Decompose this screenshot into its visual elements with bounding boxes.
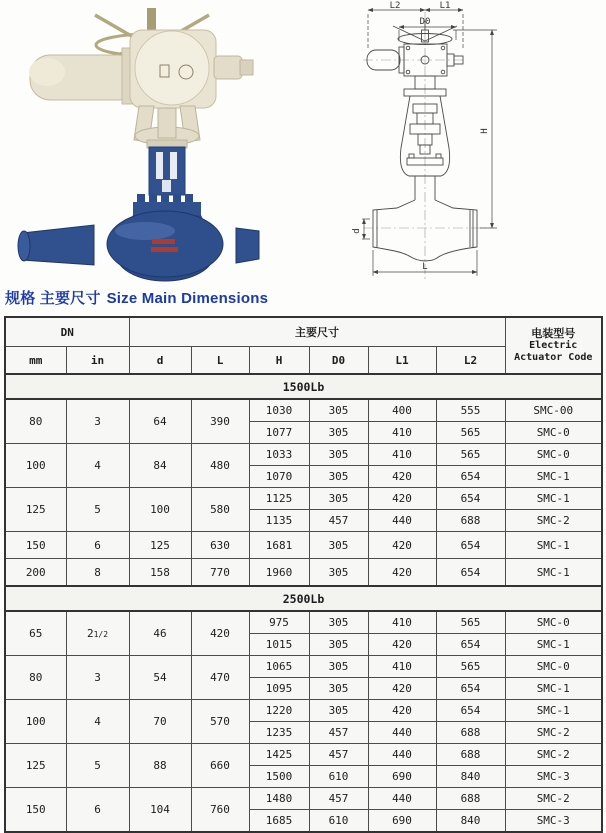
cell-H: 1500 [249,766,309,788]
cell-L1: 690 [368,766,436,788]
cell-D0: 457 [309,722,368,744]
valve-stem-column [149,147,185,195]
header-H: H [249,347,309,375]
header-main-dimensions: 主要尺寸 [129,317,505,347]
cell-L2: 565 [436,611,505,634]
table-row [5,444,602,466]
cell-D0: 305 [309,611,368,634]
cell-L1: 410 [368,611,436,634]
cell-L1: 420 [368,466,436,488]
table-row [5,744,602,766]
cell-in: 5 [66,488,129,532]
cell-L1: 420 [368,678,436,700]
cell-L2: 654 [436,532,505,559]
cell-H: 1033 [249,444,309,466]
pressure-class-label: 1500Lb [5,374,602,399]
actuator [29,30,253,108]
cell-actuator-code: SMC-1 [505,700,602,722]
header-L1: L1 [368,347,436,375]
cell-D0: 305 [309,488,368,510]
cell-L2: 654 [436,678,505,700]
header-actuator-en1: Electric [529,340,578,352]
cell-d: 100 [129,488,191,532]
cell-in: 6 [66,788,129,833]
cell-actuator-code: SMC-0 [505,422,602,444]
cell-in: 5 [66,744,129,788]
cell-D0: 305 [309,634,368,656]
cell-L1: 420 [368,488,436,510]
header-D0: D0 [309,347,368,375]
cell-L1: 420 [368,700,436,722]
table-row [5,788,602,810]
section-row [5,374,602,399]
cell-dn: 125 [5,744,66,788]
cell-L2: 688 [436,510,505,532]
page-title-en: Size Main Dimensions [106,290,269,307]
cell-H: 1135 [249,510,309,532]
cell-D0: 457 [309,744,368,766]
valve-outline [367,21,477,261]
cell-actuator-code: SMC-1 [505,559,602,587]
cell-actuator-code: SMC-3 [505,810,602,833]
header-L: L [191,347,249,375]
cell-H: 1015 [249,634,309,656]
cell-actuator-code: SMC-2 [505,788,602,810]
cell-H: 1685 [249,810,309,833]
cell-dn: 80 [5,656,66,700]
cell-H: 1125 [249,488,309,510]
cell-D0: 305 [309,559,368,587]
dim-label-L2: L2 [389,1,401,11]
cell-L2: 654 [436,488,505,510]
cell-H: 1030 [249,399,309,422]
cell-H: 1077 [249,422,309,444]
cell-dn: 150 [5,788,66,833]
valve-photo [2,2,302,287]
cell-H: 1065 [249,656,309,678]
cell-L1: 410 [368,444,436,466]
valve-body [18,211,259,281]
cell-L: 770 [191,559,249,587]
cell-H: 1095 [249,678,309,700]
cell-d: 88 [129,744,191,788]
cell-L1: 440 [368,510,436,532]
cell-H: 975 [249,611,309,634]
cell-D0: 457 [309,788,368,810]
cell-dn: 125 [5,488,66,532]
cell-D0: 610 [309,810,368,833]
cell-actuator-code: SMC-2 [505,744,602,766]
dimensions-table [4,316,603,833]
cell-D0: 305 [309,678,368,700]
cell-L1: 440 [368,744,436,766]
page-title [5,287,268,308]
table-header-row-1 [5,317,602,347]
cell-L: 390 [191,399,249,444]
cell-actuator-code: SMC-1 [505,678,602,700]
cell-H: 1960 [249,559,309,587]
table-row [5,700,602,722]
table-row [5,532,602,559]
cell-dn: 100 [5,444,66,488]
valve-dimension-drawing [333,0,603,290]
cell-L2: 688 [436,722,505,744]
cell-d: 104 [129,788,191,833]
cell-d: 84 [129,444,191,488]
cell-actuator-code: SMC-1 [505,466,602,488]
dimensions-table-body [5,374,602,832]
table-row [5,611,602,634]
cell-D0: 305 [309,700,368,722]
cell-L1: 420 [368,559,436,587]
cell-L: 570 [191,700,249,744]
cell-d: 125 [129,532,191,559]
cell-d: 54 [129,656,191,700]
cell-actuator-code: SMC-0 [505,444,602,466]
cell-actuator-code: SMC-0 [505,656,602,678]
cell-H: 1070 [249,466,309,488]
cell-H: 1480 [249,788,309,810]
cell-L2: 840 [436,810,505,833]
cell-L2: 840 [436,766,505,788]
cell-L: 630 [191,532,249,559]
header-dn: DN [5,317,129,347]
dim-label-d: d [352,228,362,234]
cell-L1: 420 [368,532,436,559]
dim-label-L: L [422,262,428,272]
cell-L2: 654 [436,559,505,587]
cell-L2: 654 [436,466,505,488]
cell-L2: 555 [436,399,505,422]
cell-in: 21/2 [66,611,129,656]
cell-L: 480 [191,444,249,488]
cell-L: 470 [191,656,249,700]
yoke [134,106,200,148]
cell-dn: 150 [5,532,66,559]
table-row [5,656,602,678]
cell-D0: 305 [309,444,368,466]
cell-dn: 200 [5,559,66,587]
table-row [5,559,602,587]
cell-L: 760 [191,788,249,833]
cell-L2: 654 [436,634,505,656]
cell-L: 420 [191,611,249,656]
header-L2: L2 [436,347,505,375]
cell-L1: 690 [368,810,436,833]
cell-L1: 420 [368,634,436,656]
cell-L: 580 [191,488,249,532]
cell-actuator-code: SMC-3 [505,766,602,788]
cell-actuator-code: SMC-1 [505,488,602,510]
table-row [5,488,602,510]
dim-label-L1: L1 [439,1,451,11]
cell-D0: 305 [309,656,368,678]
cell-D0: 305 [309,399,368,422]
cell-D0: 457 [309,510,368,532]
cell-d: 158 [129,559,191,587]
cell-in: 6 [66,532,129,559]
dim-label-H: H [480,128,490,134]
cell-in: 8 [66,559,129,587]
table-row [5,399,602,422]
cell-D0: 305 [309,466,368,488]
header-actuator-zh: 电装型号 [531,326,576,340]
header-in: in [66,347,129,375]
cell-dn: 80 [5,399,66,444]
cell-L1: 410 [368,656,436,678]
pressure-class-label: 2500Lb [5,586,602,611]
cell-in: 3 [66,399,129,444]
cell-in: 4 [66,444,129,488]
cell-L1: 440 [368,788,436,810]
header-actuator-code [505,317,602,374]
cell-H: 1220 [249,700,309,722]
cell-d: 46 [129,611,191,656]
cell-L1: 410 [368,422,436,444]
cell-H: 1235 [249,722,309,744]
inch-fraction: 1/2 [93,630,109,639]
cell-actuator-code: SMC-00 [505,399,602,422]
cell-L1: 440 [368,722,436,744]
cell-L2: 565 [436,444,505,466]
header-actuator-en2: Actuator Code [514,352,593,364]
cell-d: 70 [129,700,191,744]
cell-L: 660 [191,744,249,788]
cell-L2: 565 [436,422,505,444]
cell-L2: 688 [436,744,505,766]
centerlines [363,12,485,282]
page-title-zh: 规格 主要尺寸 [5,290,101,307]
cell-L1: 400 [368,399,436,422]
cell-D0: 610 [309,766,368,788]
section-row [5,586,602,611]
cell-L2: 688 [436,788,505,810]
cell-H: 1681 [249,532,309,559]
cell-dn: 65 [5,611,66,656]
cell-d: 64 [129,399,191,444]
header-d: d [129,347,191,375]
cell-L2: 565 [436,656,505,678]
dim-label-D0: D0 [419,17,431,27]
cell-in: 4 [66,700,129,744]
cell-D0: 305 [309,532,368,559]
cell-H: 1425 [249,744,309,766]
cell-actuator-code: SMC-2 [505,722,602,744]
cell-actuator-code: SMC-0 [505,611,602,634]
cell-actuator-code: SMC-1 [505,532,602,559]
cell-L2: 654 [436,700,505,722]
cell-actuator-code: SMC-2 [505,510,602,532]
cell-actuator-code: SMC-1 [505,634,602,656]
cell-dn: 100 [5,700,66,744]
cell-D0: 305 [309,422,368,444]
cell-in: 3 [66,656,129,700]
header-mm: mm [5,347,66,375]
